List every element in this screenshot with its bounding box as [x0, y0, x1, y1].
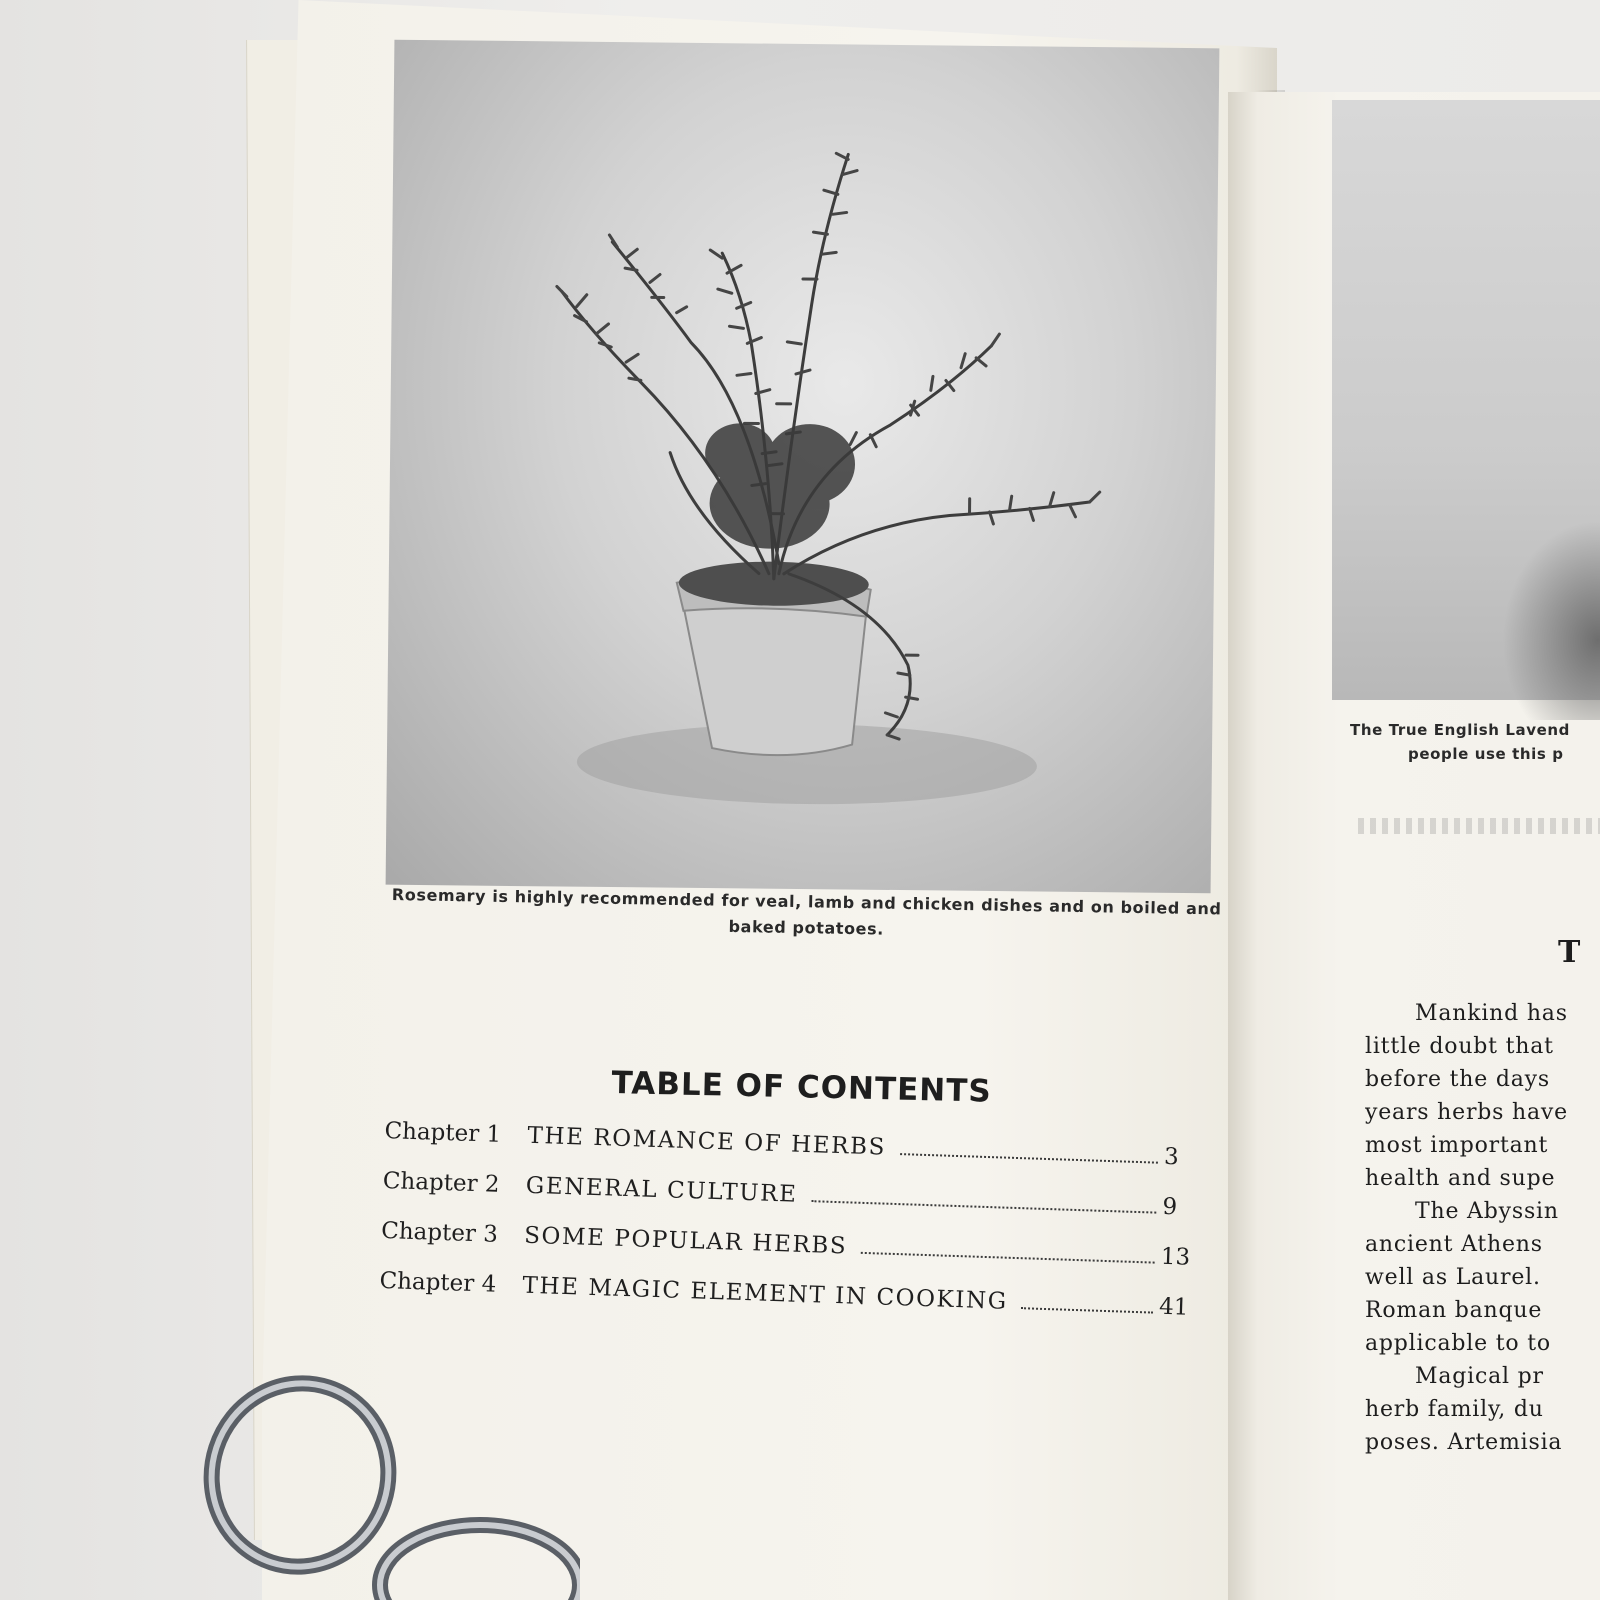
- body-line: Roman banque: [1365, 1298, 1543, 1323]
- caption-line: The True English Lavend: [1350, 721, 1570, 739]
- rosemary-plant-illustration: [386, 40, 1220, 894]
- body-line: years herbs have: [1365, 1100, 1568, 1125]
- rosemary-photo: [386, 40, 1220, 894]
- toc-chapter-label: Chapter 3: [380, 1217, 499, 1248]
- toc-page-number: 41: [1158, 1293, 1189, 1321]
- chapter-heading: T: [1558, 935, 1581, 970]
- toc-page-number: 3: [1163, 1143, 1180, 1171]
- lavender-photo: [1332, 100, 1600, 700]
- toc-chapter-title: SOME POPULAR HERBS: [523, 1222, 848, 1260]
- toc-leader-dots: [900, 1153, 1158, 1164]
- body-line: most important: [1365, 1133, 1549, 1158]
- body-line: Magical pr: [1415, 1364, 1544, 1389]
- table-of-contents: [378, 1118, 1194, 1345]
- body-line: before the days: [1365, 1067, 1550, 1092]
- body-line: poses. Artemisia: [1365, 1430, 1563, 1455]
- toc-page-number: 13: [1160, 1243, 1191, 1271]
- right-page-body: [1365, 997, 1600, 1459]
- toc-chapter-title: THE MAGIC ELEMENT IN COOKING: [522, 1272, 1009, 1315]
- toc-chapter-label: Chapter 1: [384, 1118, 502, 1148]
- body-line: The Abyssin: [1415, 1199, 1559, 1224]
- toc-chapter-title: THE ROMANCE OF HERBS: [527, 1122, 887, 1161]
- body-line: ancient Athens: [1365, 1232, 1543, 1257]
- toc-chapter-label: Chapter 2: [382, 1167, 500, 1198]
- photo-shadow: [1502, 520, 1600, 720]
- toc-chapter-title: GENERAL CULTURE: [525, 1172, 798, 1208]
- toc-page-number: 9: [1162, 1193, 1178, 1221]
- show-through-text: [1358, 818, 1600, 834]
- right-photo-caption: [1350, 718, 1600, 766]
- caption-line: people use this p: [1408, 745, 1564, 763]
- toc-title: TABLE OF CONTENTS: [611, 1065, 993, 1110]
- photo-caption: Rosemary is highly recommended for veal, lamb and chicken dishes and on boiled and baked potatoes.: [391, 885, 1222, 939]
- body-line: herb family, du: [1365, 1397, 1544, 1422]
- body-line: applicable to to: [1365, 1331, 1551, 1356]
- scissors-handles: [180, 1370, 580, 1600]
- body-line: Mankind has: [1415, 1001, 1568, 1026]
- body-line: well as Laurel.: [1365, 1265, 1541, 1290]
- toc-leader-dots: [1021, 1307, 1153, 1313]
- toc-chapter-label: Chapter 4: [379, 1267, 497, 1298]
- body-line: little doubt that: [1365, 1034, 1554, 1059]
- toc-leader-dots: [811, 1200, 1156, 1213]
- toc-leader-dots: [861, 1252, 1155, 1264]
- body-line: health and supe: [1365, 1166, 1556, 1191]
